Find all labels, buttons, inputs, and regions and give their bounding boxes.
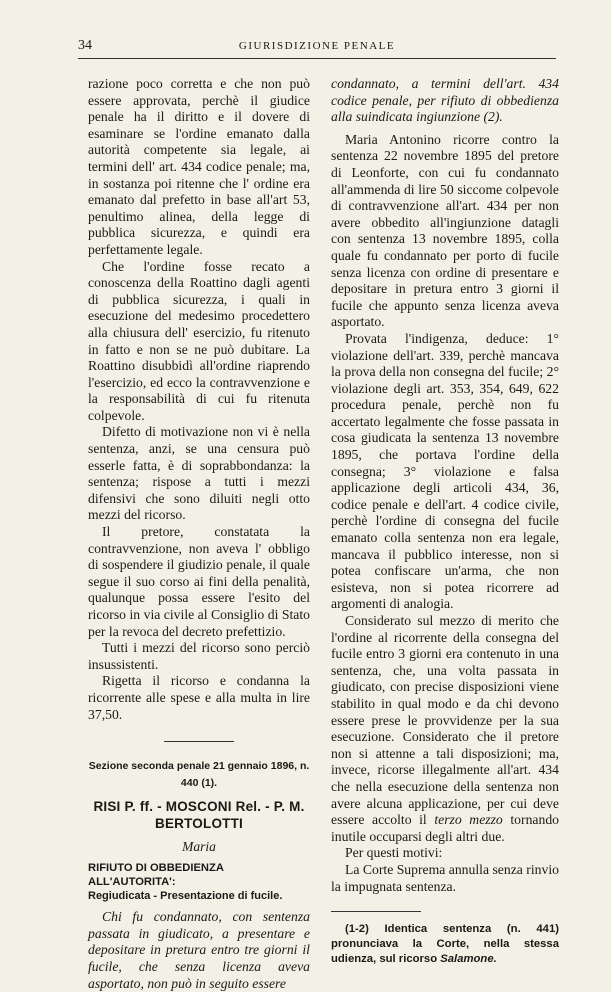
paragraph: La Corte Suprema annulla senza rinvio la impugnata sentenza. xyxy=(331,861,559,894)
footnote-rule xyxy=(331,911,421,912)
judges-line: RISI P. ff. - MOSCONI Rel. - P. M. BERTOLOTTI xyxy=(93,799,305,831)
paragraph: Provata l'indigenza, deduce: 1° violazione dell'art. 339, perchè mancava la prova della non consegna del fucile; 2° violazione degli art. 353, 354, 649, 622 procedura penale, perchè non fu accertato legalmente che fosse passata in cosa giudicata la sentenza 13 novembre 1895, che portava l'ordine della consegna; 3° violazione e falsa applicazione degli articoli 434, 36, codice penale e dell'art. 4 codice civile, perchè l'ordine di consegna del fucile emanato colla sentenza non era legale, mancava il pubblico interesse, non si potea confiscare un'arma, che non esisteva, non si potea ricorrere ad argomenti di analogia. xyxy=(331,330,559,612)
header-rule xyxy=(78,58,556,59)
page-header xyxy=(78,38,556,56)
paragraph: Difetto di motivazione non vi è nella sentenza, anzi, se una censura può esserle fatta, è di soprabbondanza: la sentenza; rispose a tutti i mezzi difensivi che sono diluiti negli otto mezzi del ricorso. xyxy=(88,424,310,523)
party-name: Maria xyxy=(182,838,216,854)
footnote-emphasis: Salamone. xyxy=(440,953,497,966)
running-title: GIURISDIZIONE PENALE xyxy=(238,40,396,52)
paragraph: razione poco corretta e che non può essere approvata, perchè il giudice penale ha il diritto e il dovere di esaminare se l'ordine emanato dalla autorità competente sia legale, ai termini dell' art. 434 codice penale; ma, in sostanza poi ritenne che l' ordine era emanato dal prefetto in base all'art 53, penultimo alinea, della legge di pubblica sicurezza, e quindi era perfettamente legale. xyxy=(88,76,310,257)
right-column xyxy=(331,76,559,967)
page-number: 34 xyxy=(78,38,92,53)
section-separator xyxy=(164,741,234,742)
paragraph: Per questi motivi: xyxy=(345,845,443,861)
paragraph-text: tornando inutile occuparsi degli altri due. xyxy=(331,812,560,844)
paragraph-text: Considerato sul mezzo di merito che l'ordine al ricorrente della consegna del fucile entro 3 giorni era contenuto in una sentenza, che, una volta passata in giudicato, con precise disposizioni viene stabilito in qual modo e da chi devono essere prese le provvidenze per la sua esecuzione. Considerato che il pretore non si attenne a tali disposizioni; ma, invece, ricorse illegalmente all'art. 434 che nella esecuzione della sentenza non avere alcuna applicazione, per cui deve essere accolto il xyxy=(331,613,559,828)
subject-detail: Regiudicata - Presentazione di fucile. xyxy=(88,890,283,903)
paragraph: Rigetta il ricorso e condanna la ricorrente alle spese e alla multa in lire 37,50. xyxy=(88,673,310,722)
section-heading: Sezione seconda penale 21 gennaio 1896, n. 440 (1). xyxy=(88,760,310,789)
paragraph xyxy=(331,613,559,845)
paragraph: Maria Antonino ricorre contro la sentenza 22 novembre 1895 del pretore di Leonforte, con cui fu condannato all'ammenda di lire 50 siccome colpevole di contravvenzione all'art. 434 per non avere obbedito all'ingiunzione datagli con sentenza 13 novembre 1895, colla quale fu condannato per porto di fucile senza licenza con ordine di presentare e depositare in pretura entro 3 giorni il fucile che appunto senza licenza aveva asportato. xyxy=(331,131,559,330)
footnote xyxy=(331,922,559,967)
left-column xyxy=(88,76,310,992)
paragraph: Che l'ordine fosse recato a conoscenza della Roattino dagli agenti di pubblica sicurezza, i quali in esecuzione del medesimo procedettero alla chiusura dell' esercizio, fu ritenuto in fatto e non se ne può dubitare. La Roattino disubbidì all'ordine riaprendo l'esercizio, ed ecco la contravvenzione e la responsabilità di cui fu ritenuta colpevole. xyxy=(88,258,310,423)
footnote-text: (1-2) Identica sentenza (n. 441) pronunciava la Corte, nella stessa udienza, sul ricorso xyxy=(331,923,559,966)
paragraph: condannato, a termini dell'art. 434 codice penale, per rifiuto di obbedienza alla suindicata ingiunzione (2). xyxy=(331,76,559,125)
subject-heading: RIFIUTO DI OBBEDIENZA ALL'AUTORITA': xyxy=(88,862,224,889)
emphasis: terzo mezzo xyxy=(434,812,503,828)
legal-maxim: Chi fu condannato, con sentenza passata in giudicato, a presentare e depositare in pretura entro tre giorni il fucile, che senza licenza aveva asportato, non può in seguito essere xyxy=(88,909,310,991)
paragraph: Il pretore, constatata la contravvenzione, non aveva l' obbligo di sospendere il giudizio penale, il quale segue il suo corso ai fini della penalità, qualunque possa essere l'esito del ricorso in via civile al Consiglio di Stato per la revoca del decreto prefettizio. xyxy=(88,524,310,639)
paragraph: Tutti i mezzi del ricorso sono perciò insussistenti. xyxy=(88,640,310,672)
